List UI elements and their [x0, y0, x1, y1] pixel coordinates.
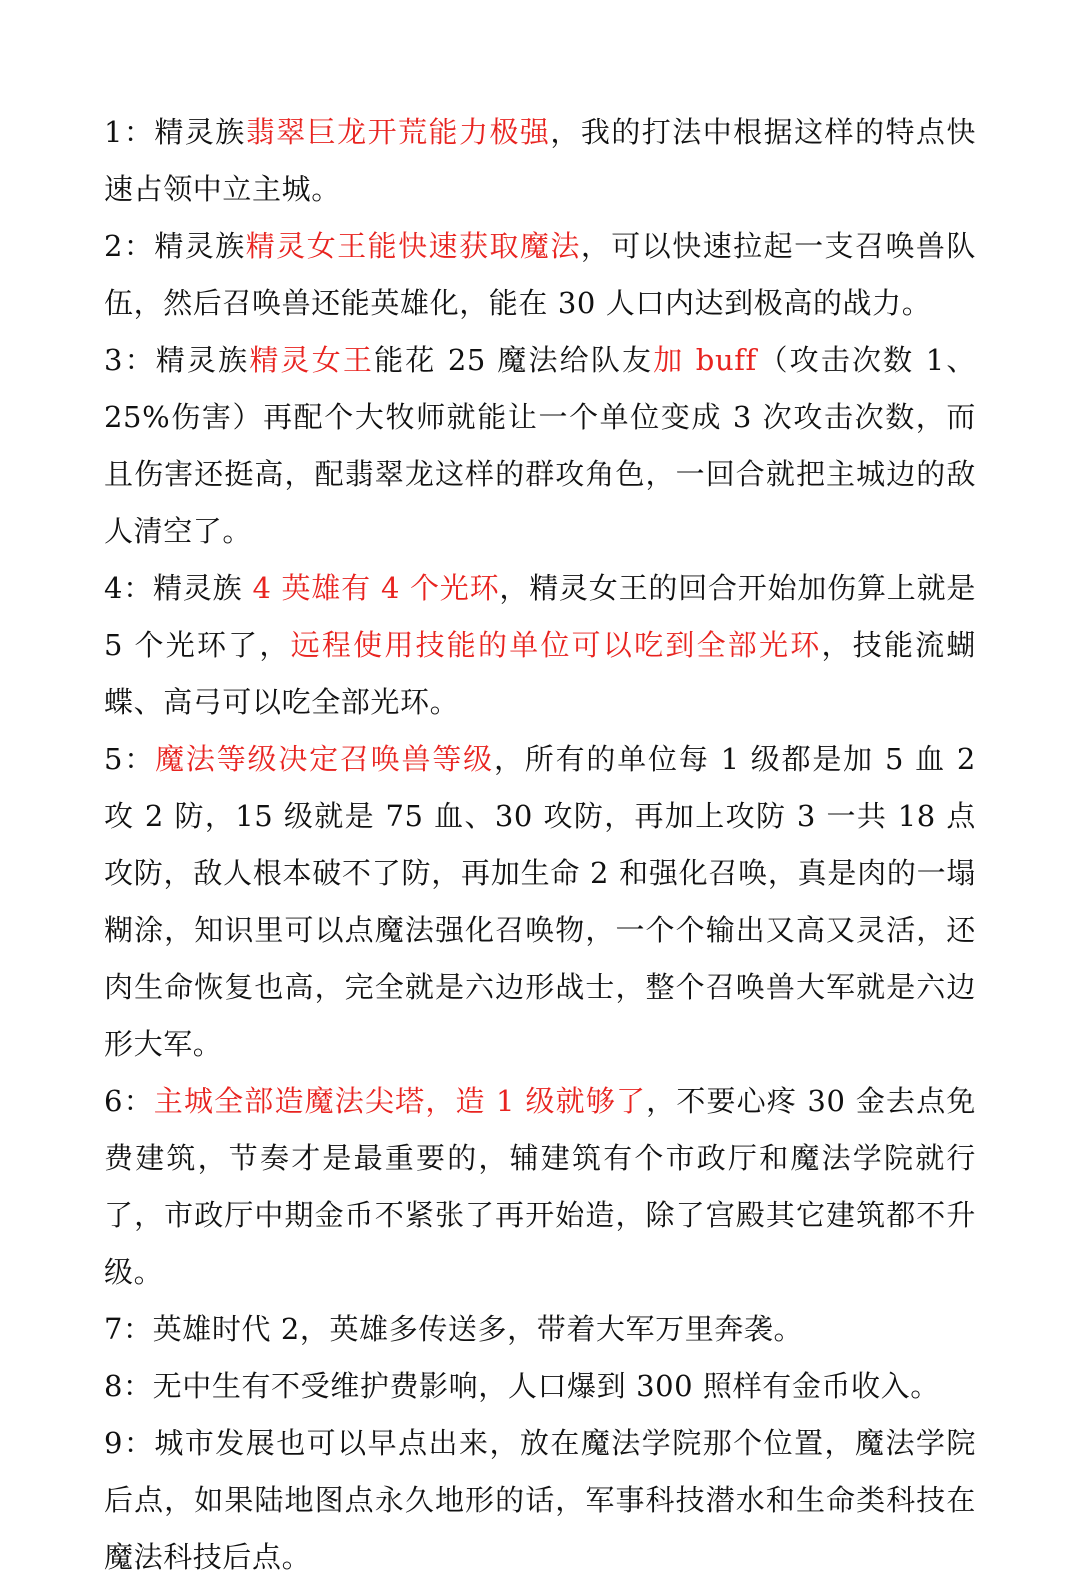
body-text: 9：城市发展也可以早点出来，放在魔法学院那个位置，魔法学院后点，如果陆地图点永久地形的话，军事科技潜水和生命类科技在魔法科技后点。	[104, 1426, 976, 1574]
body-text: ，所有的单位每 1 级都是加 5 血 2 攻 2 防，15 级就是 75 血、30 攻防，再加上攻防 3 一共 18 点攻防，敌人根本破不了防，再加生命 2 和强化召唤，真是肉的一塌糊涂，知识里可以点魔法强化召唤物，一个个输出又高又灵活，还肉生命恢复也高，完全就是六边形战士，整个召唤兽大军就是六边形大军。	[104, 742, 976, 1061]
tip-paragraph	[104, 332, 976, 560]
tip-paragraph	[104, 1073, 976, 1301]
highlighted-text: 远程使用技能的单位可以吃到全部光环	[290, 628, 822, 662]
body-text: 4：精灵族	[104, 571, 253, 605]
body-text: ，技能流蝴蝶、高弓可以吃全部光环。	[104, 628, 977, 719]
highlighted-text: 精灵女王	[249, 343, 375, 377]
body-text: （攻击次数 1、25%伤害）再配个大牧师就能让一个单位变成 3 次攻击次数，而且伤害还挺高，配翡翠龙这样的群攻角色，一回合就把主城边的敌人清空了。	[104, 343, 976, 548]
highlighted-text: 主城全部造魔法尖塔，造 1 级就够了	[153, 1084, 647, 1118]
tip-paragraph	[104, 1415, 976, 1586]
body-text: 3：精灵族	[104, 343, 250, 377]
highlighted-text: 4 英雄有 4 个光环	[252, 571, 500, 605]
tip-paragraph	[104, 104, 976, 218]
highlighted-text: 加 buff	[653, 343, 757, 377]
body-text: ，不要心疼 30 金去点免费建筑，节奏才是最重要的，辅建筑有个市政厅和魔法学院就行了，市政厅中期金币不紧张了再开始造，除了宫殿其它建筑都不升级。	[104, 1084, 976, 1289]
tip-paragraph	[104, 218, 976, 332]
highlighted-text: 翡翠巨龙开荒能力极强	[245, 115, 551, 149]
tip-paragraph	[104, 560, 976, 731]
tip-paragraph	[104, 731, 976, 1073]
tips-list	[104, 104, 976, 1586]
highlighted-text: 魔法等级决定召唤兽等级	[155, 742, 494, 776]
body-text: 能花 25 魔法给队友	[374, 343, 654, 377]
body-text: 7：英雄时代 2，英雄多传送多，带着大军万里奔袭。	[104, 1312, 804, 1346]
body-text: 5：	[104, 742, 156, 776]
body-text: ，我的打法中根据这样的特点快速占领中立主城。	[104, 115, 976, 206]
body-text: ，精灵女王的回合开始加伤算上就是 5 个光环了，	[104, 571, 976, 662]
body-text: 2：精灵族	[104, 229, 246, 263]
body-text: 6：	[104, 1084, 154, 1118]
tip-paragraph	[104, 1301, 976, 1358]
tip-paragraph	[104, 1358, 976, 1415]
body-text: 8：无中生有不受维护费影响，人口爆到 300 照样有金币收入。	[104, 1369, 940, 1403]
highlighted-text: 精灵女王能快速获取魔法	[245, 229, 581, 263]
body-text: ，可以快速拉起一支召唤兽队伍，然后召唤兽还能英雄化，能在 30 人口内达到极高的战力。	[104, 229, 976, 320]
body-text: 1：精灵族	[104, 115, 246, 149]
